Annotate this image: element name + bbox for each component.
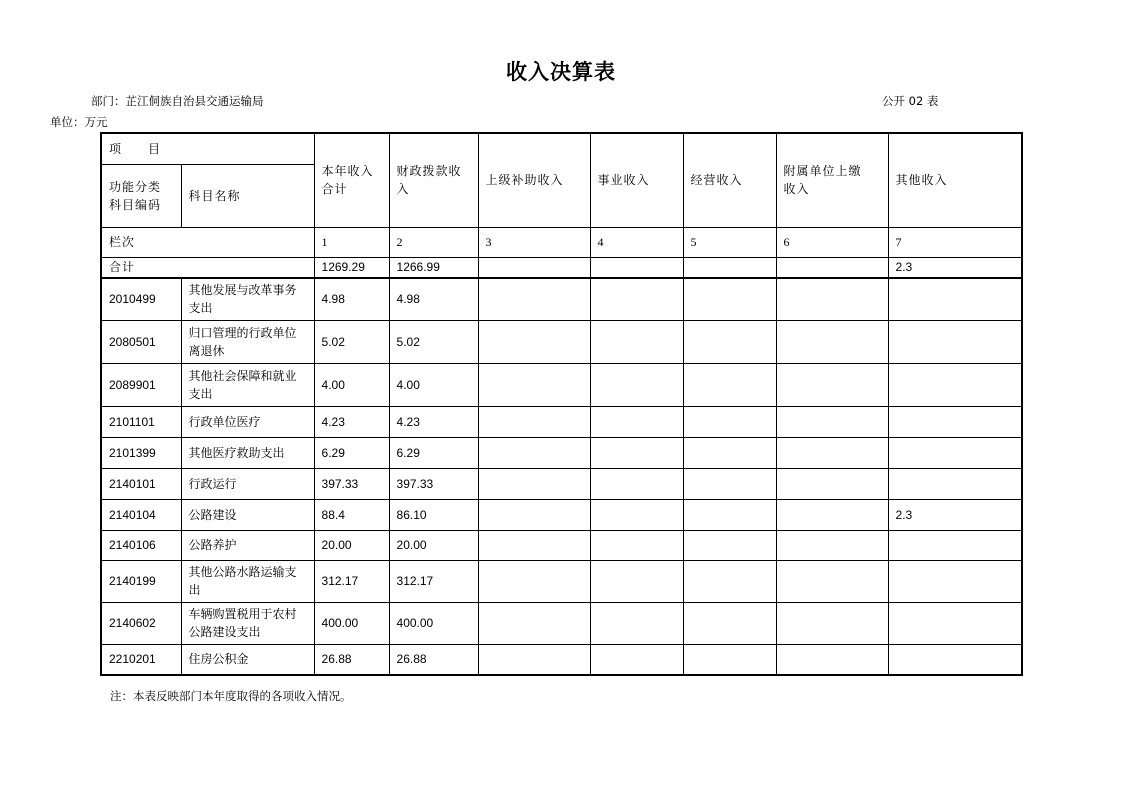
row-affiliate-income [776, 468, 888, 499]
row-affiliate-income [776, 278, 888, 320]
row-subject-name: 归口管理的行政单位离退休 [181, 320, 314, 363]
row-business-income [590, 437, 683, 468]
row-superior-subsidy [478, 530, 590, 560]
row-business-income [590, 644, 683, 675]
row-affiliate-income [776, 644, 888, 675]
row-superior-subsidy [478, 320, 590, 363]
row-business-income [590, 363, 683, 406]
header-item: 项 目 [101, 133, 314, 164]
total-value-7: 2.3 [888, 257, 1022, 278]
table-note: 注：本表反映部门本年度取得的各项收入情况。 [110, 689, 352, 703]
row-superior-subsidy [478, 363, 590, 406]
row-superior-subsidy [478, 437, 590, 468]
row-code: 2089901 [101, 363, 181, 406]
row-subject-name: 车辆购置税用于农村公路建设支出 [181, 602, 314, 644]
row-other-income [888, 602, 1022, 644]
header-col2: 财政拨款收 入 [389, 133, 478, 227]
table-row [101, 437, 1022, 468]
row-other-income [888, 644, 1022, 675]
row-operating-income [683, 499, 776, 530]
column-number-1: 1 [314, 227, 389, 257]
table-row [101, 406, 1022, 437]
row-business-income [590, 468, 683, 499]
row-affiliate-income [776, 363, 888, 406]
row-fiscal-income: 26.88 [389, 644, 478, 675]
row-superior-subsidy [478, 406, 590, 437]
row-other-income [888, 468, 1022, 499]
row-total-income: 312.17 [314, 560, 389, 602]
row-business-income [590, 602, 683, 644]
row-total-income: 20.00 [314, 530, 389, 560]
row-operating-income [683, 530, 776, 560]
table-row [101, 320, 1022, 363]
column-number-5: 5 [683, 227, 776, 257]
row-business-income [590, 560, 683, 602]
row-affiliate-income [776, 406, 888, 437]
column-number-6: 6 [776, 227, 888, 257]
total-value-3 [478, 257, 590, 278]
row-code: 2140199 [101, 560, 181, 602]
form-number: 公开 02 表 [882, 94, 939, 108]
row-business-income [590, 530, 683, 560]
total-value-1: 1269.29 [314, 257, 389, 278]
row-fiscal-income: 4.23 [389, 406, 478, 437]
total-value-2: 1266.99 [389, 257, 478, 278]
row-total-income: 26.88 [314, 644, 389, 675]
row-code: 2010499 [101, 278, 181, 320]
row-total-income: 4.00 [314, 363, 389, 406]
row-total-income: 397.33 [314, 468, 389, 499]
row-total-income: 400.00 [314, 602, 389, 644]
row-other-income [888, 437, 1022, 468]
income-table [100, 132, 1023, 676]
header-col4: 事业收入 [590, 133, 683, 227]
row-code: 2140106 [101, 530, 181, 560]
row-affiliate-income [776, 560, 888, 602]
row-code: 2140602 [101, 602, 181, 644]
row-other-income [888, 406, 1022, 437]
row-total-income: 4.98 [314, 278, 389, 320]
row-other-income [888, 320, 1022, 363]
row-operating-income [683, 602, 776, 644]
total-value-5 [683, 257, 776, 278]
row-total-income: 88.4 [314, 499, 389, 530]
row-affiliate-income [776, 530, 888, 560]
row-fiscal-income: 400.00 [389, 602, 478, 644]
row-business-income [590, 278, 683, 320]
row-fiscal-income: 6.29 [389, 437, 478, 468]
row-subject-name: 公路养护 [181, 530, 314, 560]
header-col6: 附属单位上缴 收入 [776, 133, 888, 227]
row-superior-subsidy [478, 468, 590, 499]
row-superior-subsidy [478, 499, 590, 530]
row-code: 2140104 [101, 499, 181, 530]
table-row [101, 278, 1022, 320]
row-superior-subsidy [478, 602, 590, 644]
row-operating-income [683, 468, 776, 499]
row-code: 2101101 [101, 406, 181, 437]
row-superior-subsidy [478, 560, 590, 602]
row-other-income [888, 530, 1022, 560]
header-subject-name: 科目名称 [181, 164, 314, 227]
total-row [101, 257, 1022, 278]
row-business-income [590, 406, 683, 437]
row-subject-name: 其他公路水路运输支出 [181, 560, 314, 602]
row-operating-income [683, 363, 776, 406]
department-label: 部门：芷江侗族自治县交通运输局 [91, 94, 264, 108]
header-func-code: 功能分类 科目编码 [101, 164, 181, 227]
header-col1: 本年收入 合计 [314, 133, 389, 227]
row-business-income [590, 499, 683, 530]
column-number-2: 2 [389, 227, 478, 257]
row-other-income [888, 363, 1022, 406]
row-subject-name: 行政单位医疗 [181, 406, 314, 437]
total-value-6 [776, 257, 888, 278]
header-col5: 经营收入 [683, 133, 776, 227]
row-subject-name: 其他发展与改革事务支出 [181, 278, 314, 320]
table-row [101, 644, 1022, 675]
row-fiscal-income: 5.02 [389, 320, 478, 363]
row-operating-income [683, 437, 776, 468]
row-subject-name: 行政运行 [181, 468, 314, 499]
total-value-4 [590, 257, 683, 278]
row-code: 2140101 [101, 468, 181, 499]
row-operating-income [683, 278, 776, 320]
row-operating-income [683, 406, 776, 437]
column-number-row [101, 227, 1022, 257]
column-number-label: 栏次 [101, 227, 314, 257]
row-subject-name: 住房公积金 [181, 644, 314, 675]
row-business-income [590, 320, 683, 363]
table-row [101, 530, 1022, 560]
row-subject-name: 其他医疗救助支出 [181, 437, 314, 468]
row-subject-name: 公路建设 [181, 499, 314, 530]
page-title: 收入决算表 [506, 60, 616, 84]
row-code: 2210201 [101, 644, 181, 675]
row-fiscal-income: 397.33 [389, 468, 478, 499]
row-superior-subsidy [478, 644, 590, 675]
row-operating-income [683, 560, 776, 602]
row-fiscal-income: 312.17 [389, 560, 478, 602]
row-code: 2080501 [101, 320, 181, 363]
row-code: 2101399 [101, 437, 181, 468]
row-fiscal-income: 20.00 [389, 530, 478, 560]
column-number-4: 4 [590, 227, 683, 257]
row-affiliate-income [776, 437, 888, 468]
row-affiliate-income [776, 602, 888, 644]
row-operating-income [683, 320, 776, 363]
row-fiscal-income: 4.00 [389, 363, 478, 406]
row-fiscal-income: 86.10 [389, 499, 478, 530]
table-row [101, 499, 1022, 530]
row-total-income: 6.29 [314, 437, 389, 468]
table-row [101, 363, 1022, 406]
header-col7: 其他收入 [888, 133, 1022, 227]
row-other-income [888, 278, 1022, 320]
row-subject-name: 其他社会保障和就业支出 [181, 363, 314, 406]
table-row [101, 560, 1022, 602]
row-affiliate-income [776, 499, 888, 530]
row-total-income: 4.23 [314, 406, 389, 437]
total-label: 合计 [101, 257, 314, 278]
unit-label: 单位：万元 [50, 115, 108, 129]
row-superior-subsidy [478, 278, 590, 320]
row-operating-income [683, 644, 776, 675]
column-number-7: 7 [888, 227, 1022, 257]
row-fiscal-income: 4.98 [389, 278, 478, 320]
column-number-3: 3 [478, 227, 590, 257]
row-other-income: 2.3 [888, 499, 1022, 530]
table-row [101, 468, 1022, 499]
row-total-income: 5.02 [314, 320, 389, 363]
row-other-income [888, 560, 1022, 602]
table-row [101, 602, 1022, 644]
header-col3: 上级补助收入 [478, 133, 590, 227]
row-affiliate-income [776, 320, 888, 363]
